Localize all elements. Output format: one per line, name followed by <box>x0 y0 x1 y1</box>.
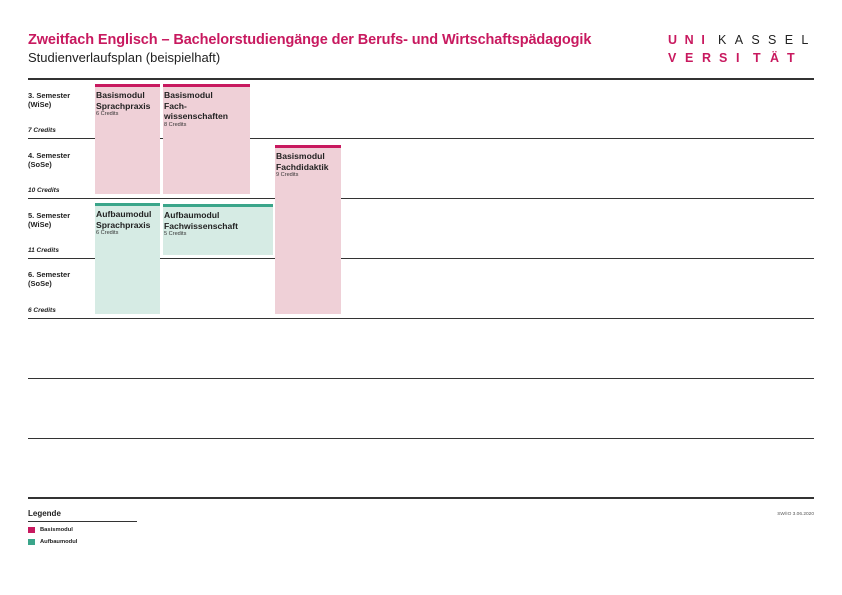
module-credits: 6 Credits <box>96 230 119 236</box>
module-title: Basismodul Sprachpraxis <box>96 90 151 111</box>
logo-letter: U <box>668 33 678 47</box>
semester-credits: 10 Credits <box>28 187 60 194</box>
semester-label: 5. Semester (WiSe) <box>28 211 71 229</box>
row-divider <box>28 198 814 199</box>
logo-letter: I <box>701 33 705 47</box>
page-subtitle: Studienverlaufsplan (beispielhaft) <box>28 50 221 65</box>
legend-label: Aufbaumodul <box>40 539 78 545</box>
legend-swatch <box>28 539 35 545</box>
module-title: Basismodul Fachdidaktik <box>276 151 329 172</box>
logo-letter: E <box>685 51 694 65</box>
semester-credits: 11 Credits <box>28 247 59 254</box>
row-divider <box>28 378 814 379</box>
legend-item-aufbau <box>28 539 77 545</box>
module-title: Basismodul Fach- wissenschaften <box>164 90 228 121</box>
module-basis-fachwissenschaften <box>163 84 250 194</box>
logo-letter: R <box>702 51 712 65</box>
page-title: Zweitfach Englisch – Bachelorstudiengänge der Berufs- und Wirtschaftspädagogik <box>28 32 592 48</box>
logo-row-bottom <box>668 49 818 67</box>
legend-label: Basismodul <box>40 527 73 533</box>
module-credits: 8 Credits <box>164 121 187 128</box>
semester-label: 3. Semester (WiSe) <box>28 91 71 109</box>
logo-letter: A <box>734 33 744 47</box>
logo-letter: S <box>751 33 760 47</box>
row-divider <box>28 318 814 319</box>
logo-letter: S <box>719 51 728 65</box>
header-rule <box>28 78 814 80</box>
module-aufbau-fachwissenschaft <box>163 204 273 255</box>
university-logo <box>668 31 818 67</box>
semester-credits: 6 Credits <box>28 307 56 314</box>
legend-swatch <box>28 527 35 533</box>
logo-letter: K <box>718 33 727 47</box>
logo-letter: T <box>787 51 795 65</box>
logo-letter: V <box>668 51 677 65</box>
legend-item-basis <box>28 527 73 533</box>
legend-rule <box>28 521 137 522</box>
module-credits: 5 Credits <box>164 231 187 237</box>
module-credits: 9 Credits <box>276 172 299 178</box>
semester-credits: 7 Credits <box>28 127 56 134</box>
semester-label: 4. Semester (SoSe) <box>28 151 71 169</box>
logo-letter: N <box>684 33 694 47</box>
module-basis-fachdidaktik <box>275 145 341 314</box>
logo-letter: S <box>768 33 777 47</box>
module-title: Aufbaumodul Fachwissenschaft <box>164 210 239 231</box>
document-reference: SW/IO 3.06.2020 <box>777 512 814 517</box>
module-credits: 6 Credits <box>96 111 119 117</box>
logo-letter: I <box>736 51 740 65</box>
row-divider <box>28 438 814 439</box>
logo-letter: Ä <box>770 51 780 65</box>
logo-letter: E <box>784 33 794 47</box>
logo-letter: T <box>753 51 761 65</box>
module-basis-sprachpraxis <box>95 84 160 194</box>
legend-title: Legende <box>28 509 61 518</box>
module-aufbau-sprachpraxis <box>95 203 160 314</box>
logo-letter: L <box>801 33 809 47</box>
logo-row-top <box>668 31 818 49</box>
footer-rule <box>28 497 814 499</box>
module-title: Aufbaumodul Sprachpraxis <box>96 209 152 230</box>
semester-label: 6. Semester (SoSe) <box>28 270 71 288</box>
